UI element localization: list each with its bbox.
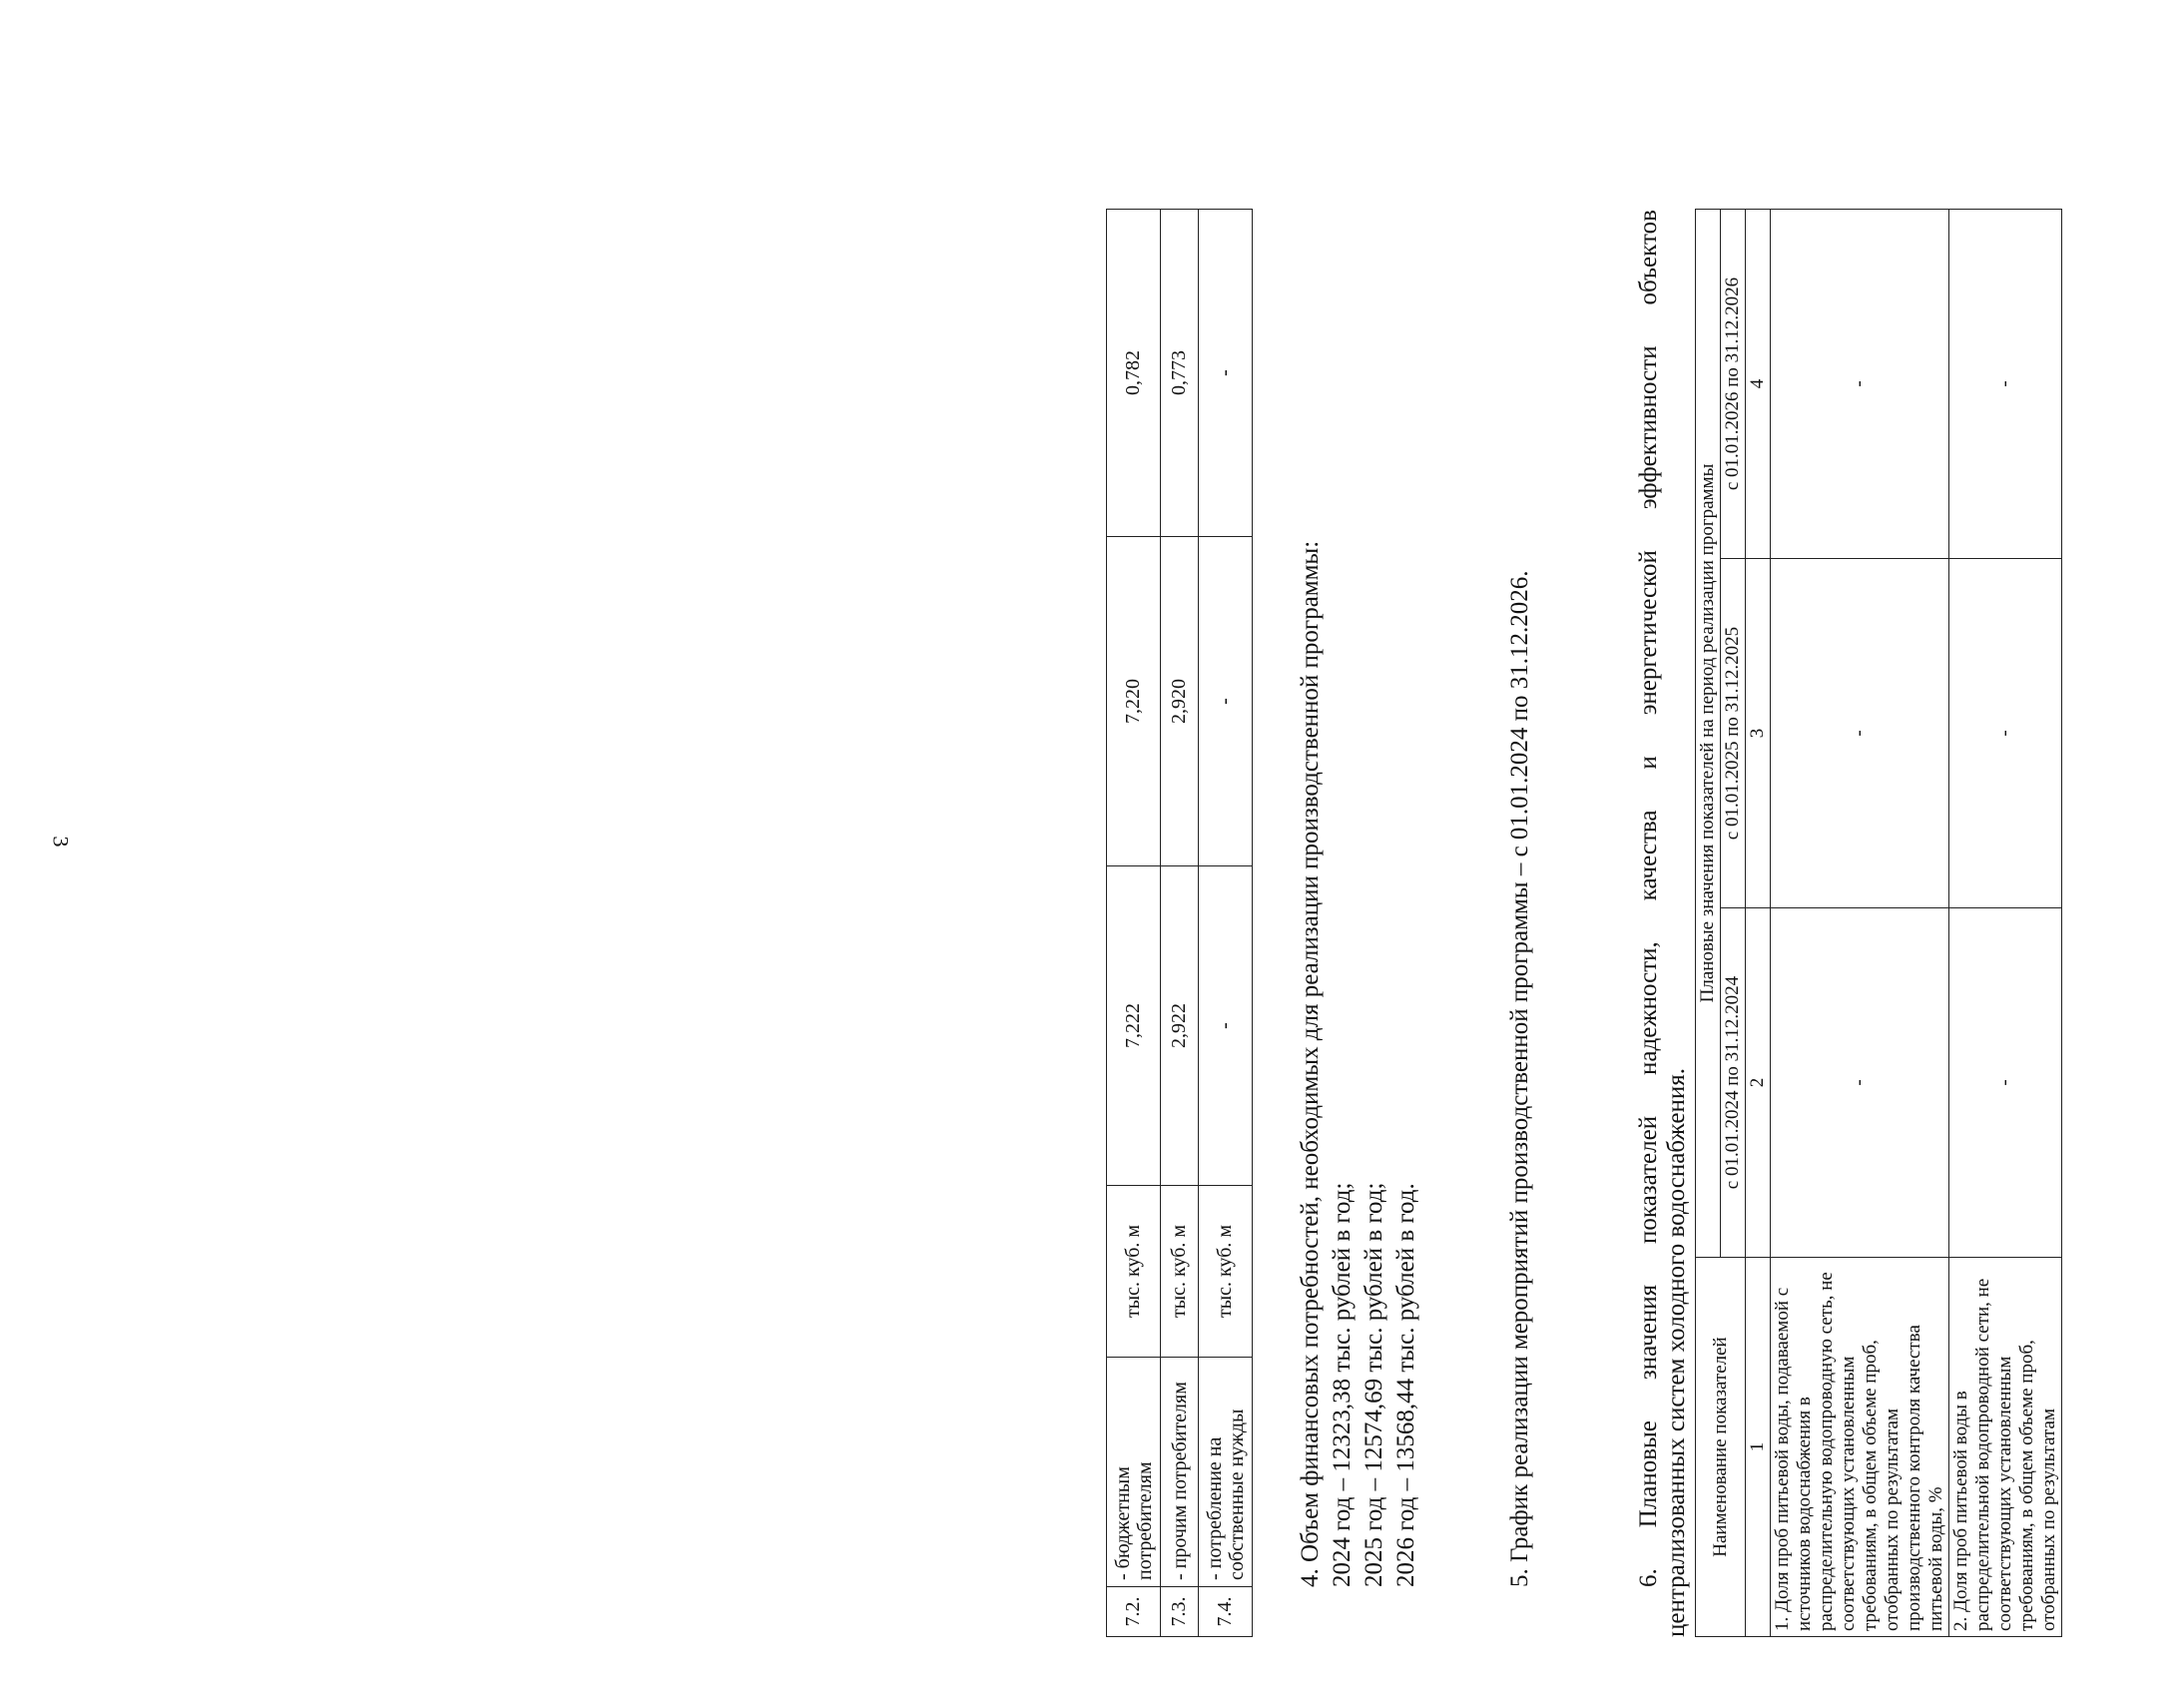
section-6-word: качества <box>1635 810 1662 901</box>
table-row <box>1107 210 1161 1637</box>
column-number: 4 <box>1746 209 1771 558</box>
value-2026: 0,782 <box>1107 210 1161 537</box>
section-6-title-line2: централизованных систем холодного водоснабжения. <box>1663 1068 1690 1637</box>
section-6-word: 6. <box>1635 1568 1662 1587</box>
section-6-word: энергетической <box>1635 550 1662 716</box>
unit-cell: тыс. куб. м <box>1161 1186 1199 1358</box>
financing-2025: 2025 год – 12574,69 тыс. рублей в год; <box>1361 1182 1387 1587</box>
header-indicator-name: Наименование показателей <box>1696 1258 1746 1637</box>
consumer-category: - прочим потребителям <box>1161 1358 1199 1587</box>
table-row <box>1199 210 1253 1637</box>
consumption-table <box>1106 209 1253 1637</box>
unit-cell: тыс. куб. м <box>1107 1186 1161 1358</box>
financing-2024: 2024 год – 12323,38 тыс. рублей в год; <box>1329 1182 1356 1587</box>
financing-2026: 2026 год – 13568,44 тыс. рублей в год. <box>1392 1183 1419 1587</box>
section-6-word: надежности, <box>1635 941 1662 1075</box>
table-row <box>1949 209 2062 1636</box>
row-number: 7.2. <box>1107 1587 1161 1637</box>
unit-cell: тыс. куб. м <box>1199 1186 1253 1358</box>
header-period-2026: с 01.01.2026 по 31.12.2026 <box>1721 209 1746 558</box>
header-period-2025: с 01.01.2025 по 31.12.2025 <box>1721 559 1746 908</box>
header-planned-values: Плановые значения показателей на период реализации программы <box>1696 209 1721 1257</box>
value-2024: 2,922 <box>1161 866 1199 1186</box>
value-2025: 2,920 <box>1161 537 1199 866</box>
indicator-value-2025: - <box>1949 559 2062 908</box>
indicator-name: 2. Доля проб питьевой воды в распределительной водопроводной сети, не соответствующих установленным требованиям, в общем объеме проб, отобранных по результатам <box>1949 1258 2062 1637</box>
consumer-category: - бюджетным потребителям <box>1107 1358 1161 1587</box>
section-6-word: и <box>1635 756 1662 770</box>
value-2026: - <box>1199 210 1253 537</box>
indicators-table <box>1695 209 2062 1637</box>
section-6-word: Плановые <box>1635 1420 1662 1528</box>
column-number: 1 <box>1746 1258 1771 1637</box>
indicator-value-2026: - <box>1949 209 2062 558</box>
indicator-value-2026: - <box>1771 209 1949 558</box>
rotated-page-content <box>1106 140 2184 1637</box>
section-6-title-line1 <box>1635 210 1662 1637</box>
column-number: 3 <box>1746 559 1771 908</box>
header-period-2024: с 01.01.2024 по 31.12.2024 <box>1721 908 1746 1258</box>
value-2024: 7,222 <box>1107 866 1161 1186</box>
page-number: 3 <box>48 836 74 848</box>
row-number: 7.4. <box>1199 1587 1253 1637</box>
section-6-word: объектов <box>1635 210 1662 305</box>
value-2026: 0,773 <box>1161 210 1199 537</box>
indicator-value-2025: - <box>1771 559 1949 908</box>
value-2025: - <box>1199 537 1253 866</box>
value-2025: 7,220 <box>1107 537 1161 866</box>
column-number: 2 <box>1746 908 1771 1258</box>
table-row <box>1771 209 1949 1636</box>
section-4-title: 4. Объем финансовых потребностей, необходимых для реализации производственной программы: <box>1297 540 1324 1587</box>
indicator-name: 1. Доля проб питьевой воды, подаваемой с источников водоснабжения в распределительную водопроводную сеть, не соответствующих установленным требованиям, в общем объеме проб, отобранных по результатам производственного контроля качества питьевой воды, % <box>1771 1258 1949 1637</box>
indicator-value-2024: - <box>1949 908 2062 1258</box>
value-2024: - <box>1199 866 1253 1186</box>
indicator-value-2024: - <box>1771 908 1949 1258</box>
consumer-category: - потребление на собственные нужды <box>1199 1358 1253 1587</box>
table-row <box>1161 210 1199 1637</box>
section-6-word: эффективности <box>1635 345 1662 510</box>
section-6-word: показателей <box>1635 1115 1662 1244</box>
section-6-word: значения <box>1635 1284 1662 1381</box>
row-number: 7.3. <box>1161 1587 1199 1637</box>
section-5-title: 5. График реализации мероприятий производственной программы – с 01.01.2024 по 31.12.2026. <box>1506 570 1533 1587</box>
